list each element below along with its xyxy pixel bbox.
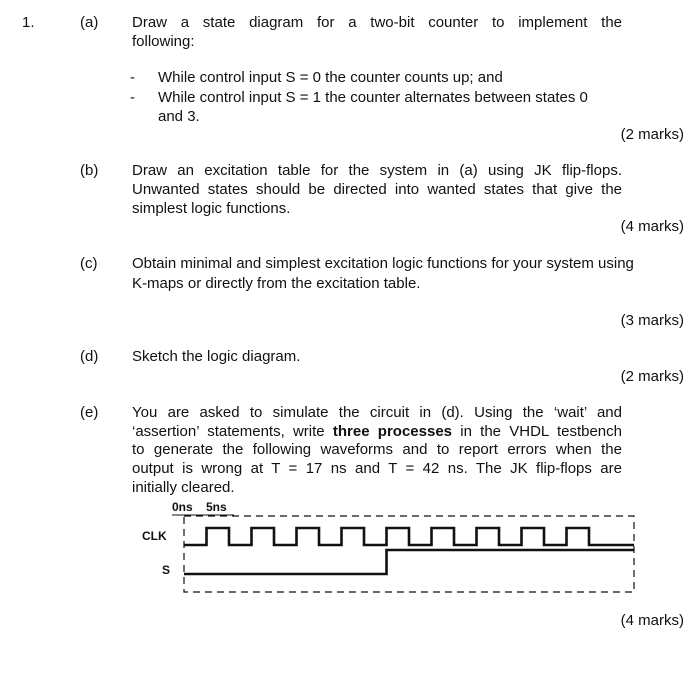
part-c-line-1: Obtain minimal and simplest excitation logic functions for your system using [132, 255, 634, 272]
clk-waveform [184, 528, 634, 545]
part-a-label: (a) [80, 14, 99, 31]
part-e-line-4: output is wrong at T = 17 ns and T = 42 ns. The JK flip-flops are [132, 460, 622, 477]
part-a-bullet-1: While control input S = 0 the counter counts up; and [158, 69, 503, 86]
s-waveform [184, 550, 634, 574]
part-b-label: (b) [80, 162, 99, 179]
part-e-line-5: initially cleared. [132, 479, 235, 496]
part-a-bullet-2-line-1: While control input S = 1 the counter alternates between states 0 [158, 89, 588, 106]
time-label-0ns: 0ns [172, 500, 193, 514]
signal-label-s: S [162, 563, 171, 577]
part-d-line-1: Sketch the logic diagram. [132, 348, 301, 365]
part-a-line-1: Draw a state diagram for a two-bit counter to implement the [132, 14, 622, 31]
part-e-marks: (4 marks) [620, 612, 684, 629]
part-a-marks: (2 marks) [620, 126, 684, 143]
part-b-marks: (4 marks) [620, 218, 684, 235]
part-c-line-2: K-maps or directly from the excitation table. [132, 275, 421, 292]
part-d-marks: (2 marks) [620, 368, 684, 385]
waveform-diagram [136, 498, 640, 608]
signal-label-clk: CLK [142, 529, 167, 543]
part-a-line-2: following: [132, 33, 195, 50]
part-e-line-2 [132, 423, 622, 441]
part-a-bullet-2-line-2: and 3. [158, 108, 200, 125]
part-b-line-1: Draw an excitation table for the system in (a) using JK flip-flops. [132, 162, 622, 179]
part-b-line-2: Unwanted states should be directed into wanted states that give the [132, 181, 622, 198]
part-b-line-3: simplest logic functions. [132, 200, 291, 217]
part-c-marks: (3 marks) [620, 312, 684, 329]
part-e-line-3: to generate the following waveforms and to report errors when the [132, 441, 622, 458]
question-number: 1. [22, 14, 35, 31]
bullet-marker: - [130, 89, 135, 106]
part-e-label: (e) [80, 404, 99, 421]
part-d-label: (d) [80, 348, 99, 365]
part-e-line-2-bold: three processes [332, 423, 453, 440]
part-e-line-1: You are asked to simulate the circuit in (d). Using the ‘wait’ and [132, 404, 622, 421]
part-c-label: (c) [80, 255, 98, 272]
time-label-5ns: 5ns [206, 500, 227, 514]
part-e-line-2-prefix: ‘assertion’ statements, write [132, 423, 333, 440]
part-e-line-2-suffix: in the VHDL testbench [452, 423, 622, 440]
bullet-marker: - [130, 69, 135, 86]
